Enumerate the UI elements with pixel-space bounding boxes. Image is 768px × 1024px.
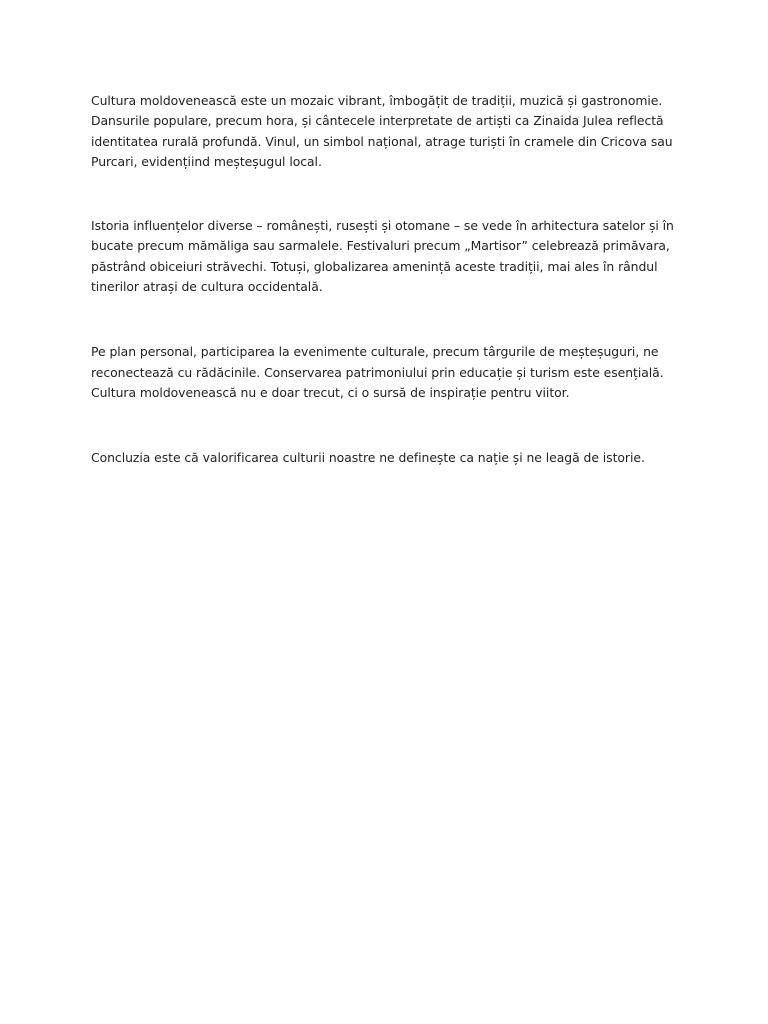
paragraph-history: Istoria influențelor diverse – românești, rusești și otomane – se vede în arhitectura satelor și în bucate precum mămăliga sau sarmalele. Festivaluri precum „Martisor” celebrează primăvara, păstrând obiceiuri străvechi. Totuși, globalizarea amenință aceste tradiții, mai ales în rândul tinerilor atrași de cultura occidentală. <box>91 218 674 295</box>
paragraph-personal: Pe plan personal, participarea la evenimente culturale, precum târgurile de meșteșuguri, ne reconectează cu rădăcinile. Conservarea patrimoniului prin educație și turism este esențială. Cultura moldovenească nu e doar trecut, ci o sursă de inspirație pentru viitor. <box>91 344 664 400</box>
document-body <box>91 91 681 469</box>
paragraph-conclusion: Concluzia este că valorificarea culturii noastre ne definește ca nație și ne leagă de istorie. <box>91 450 645 466</box>
paragraph-intro: Cultura moldovenească este un mozaic vibrant, îmbogățit de tradiții, muzică și gastronomie. Dansurile populare, precum hora, și cântecele interpretate de artiști ca Zinaida Julea reflectă identitatea rurală profundă. Vinul, un simbol național, atrage turiști în cramele din Cricova sau Purcari, evidențiind meșteșugul local. <box>91 93 673 169</box>
